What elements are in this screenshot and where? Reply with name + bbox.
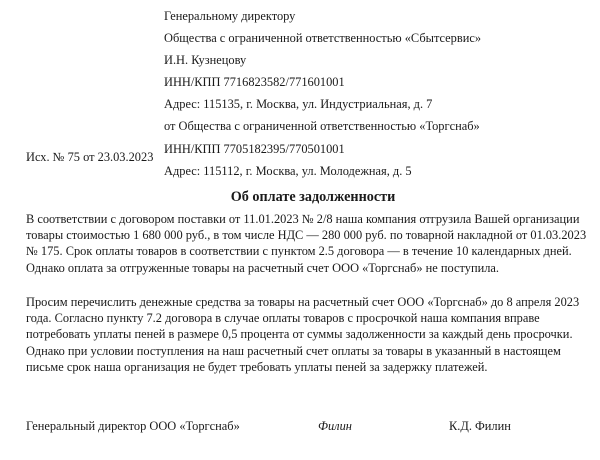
paragraph: Просим перечислить денежные средства за товары на расчетный счет ООО «Торгснаб» до 8 апреля 2023 года. Согласно пункту 7.2 договора в случае оплаты товаров с просрочкой наша компания вправе потребовать уплаты пеней в размере 0,5 процента от суммы задолженности за каждый день просрочки. Однако при условии поступления на наш расчетный счет оплаты за товары в указанный в настоящем письме срок наша организация не будет требовать уплаты пеней за задержку платежей. (26, 295, 580, 374)
addressee-line: Общества с ограниченной ответственностью «Сбытсервис» (164, 31, 482, 46)
addressee-line: ИНН/КПП 7716823582/771601001 (164, 75, 345, 90)
addressee-line: И.Н. Кузнецову (164, 53, 247, 68)
signature-handwritten: Филин (318, 419, 352, 433)
addressee-line: Генеральному директору (164, 9, 296, 23)
addressee-block (164, 5, 481, 182)
paragraph: В соответствии с договором поставки от 11.01.2023 № 2/8 наша компания отгрузила Вашей организации товары стоимостью 1 680 000 руб., в том числе НДС — 280 000 руб. по товарной накладной от 01.03.2023 № 175. Срок оплаты товаров в соответствии с пунктом 2.5 договора — в течение 10 календарных дней. Однако оплата за отгруженные товары на расчетный счет ООО «Торгснаб» не поступила. (26, 212, 587, 275)
sender-line: от Общества с ограниченной ответственностью «Торгснаб» (164, 119, 480, 134)
addressee-line: Адрес: 115135, г. Москва, ул. Индустриальная, д. 7 (164, 97, 433, 112)
signature-position: Генеральный директор ООО «Торгснаб» (26, 419, 240, 433)
sender-line: Адрес: 115112, г. Москва, ул. Молодежная, д. 5 (164, 163, 412, 178)
signature-name: К.Д. Филин (449, 419, 511, 433)
letter-title: Об оплате задолженности (230, 189, 396, 205)
sender-line: ИНН/КПП 7705182395/770501001 (164, 141, 345, 156)
outgoing-number: Исх. № 75 от 23.03.2023 (26, 150, 154, 164)
